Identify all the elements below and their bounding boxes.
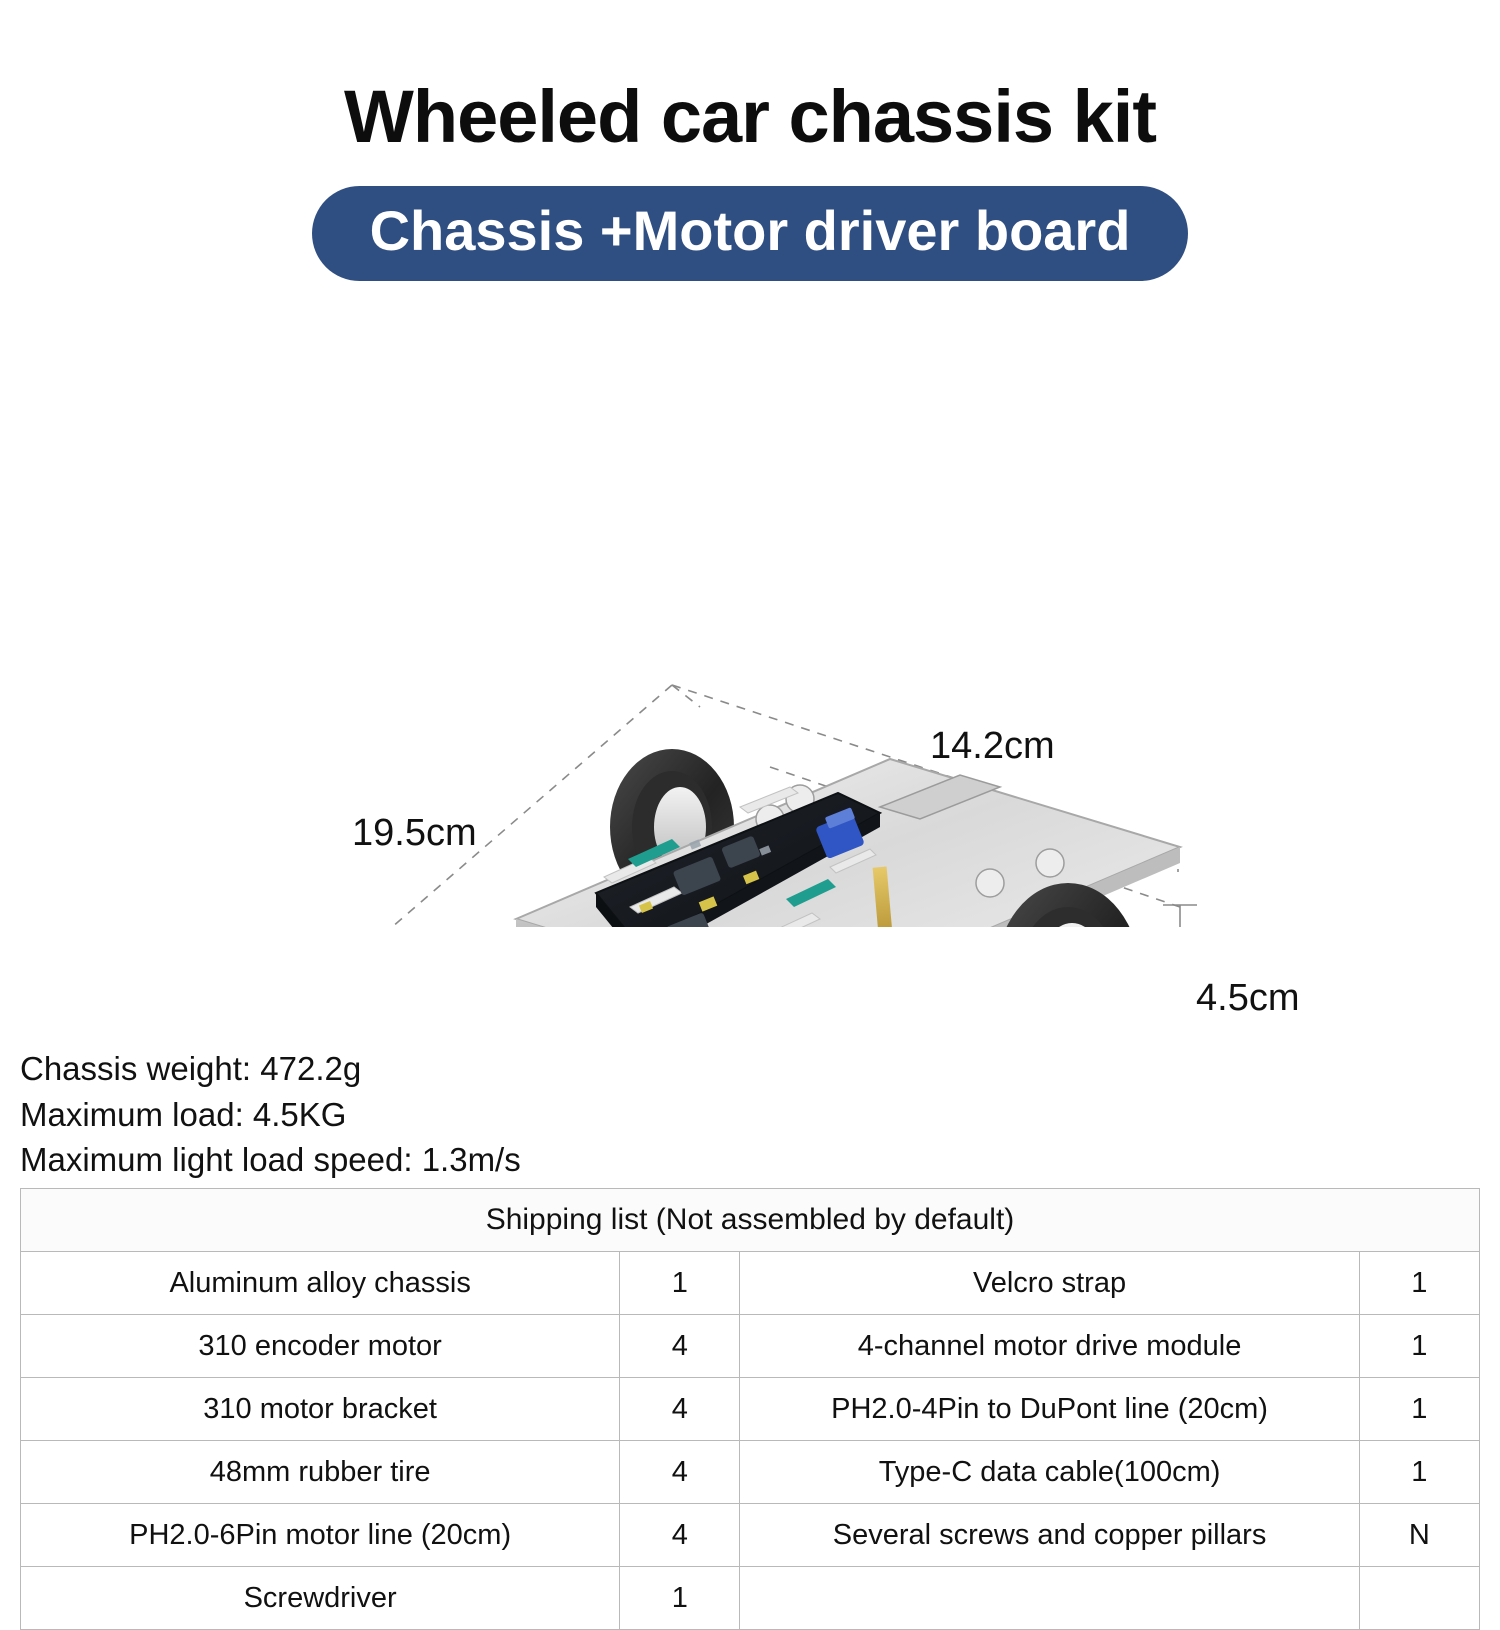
item-qty: 1 (1359, 1315, 1479, 1378)
subtitle-badge: Chassis +Motor driver board (312, 186, 1189, 282)
table-row (21, 1252, 1480, 1315)
table-row (21, 1441, 1480, 1504)
item-name (740, 1567, 1359, 1630)
item-name: Screwdriver (21, 1567, 620, 1630)
item-qty: 4 (620, 1441, 740, 1504)
table-row (21, 1315, 1480, 1378)
item-name: 48mm rubber tire (21, 1441, 620, 1504)
table-row (21, 1378, 1480, 1441)
item-qty: 4 (620, 1378, 740, 1441)
item-qty: 1 (620, 1252, 740, 1315)
item-name: 4-channel motor drive module (740, 1315, 1359, 1378)
item-qty: 1 (1359, 1252, 1479, 1315)
item-qty: N (1359, 1504, 1479, 1567)
shipping-list-header: Shipping list (Not assembled by default) (21, 1189, 1480, 1252)
item-name: PH2.0-4Pin to DuPont line (20cm) (740, 1378, 1359, 1441)
item-name: 310 motor bracket (21, 1378, 620, 1441)
item-qty (1359, 1567, 1479, 1630)
item-name: Several screws and copper pillars (740, 1504, 1359, 1567)
item-qty: 1 (620, 1567, 740, 1630)
spec-max-load: Maximum load: 4.5KG (20, 1095, 347, 1133)
table-row (21, 1567, 1480, 1630)
spec-list (20, 1046, 521, 1183)
item-qty: 4 (620, 1504, 740, 1567)
item-qty: 1 (1359, 1441, 1479, 1504)
dimension-length-label: 19.5cm (352, 812, 477, 855)
item-name: PH2.0-6Pin motor line (20cm) (21, 1504, 620, 1567)
table-row (21, 1504, 1480, 1567)
item-name: Aluminum alloy chassis (21, 1252, 620, 1315)
item-qty: 4 (620, 1315, 740, 1378)
item-name: Type-C data cable(100cm) (740, 1441, 1359, 1504)
item-name: 310 encoder motor (21, 1315, 620, 1378)
shipping-list-table (20, 1188, 1480, 1630)
dimension-width-label: 14.2cm (930, 725, 1055, 768)
product-illustration (0, 307, 1500, 1020)
table-header-row (21, 1189, 1480, 1252)
item-qty: 1 (1359, 1378, 1479, 1441)
chassis-render (0, 307, 1500, 927)
spec-weight: Chassis weight: 472.2g (20, 1050, 362, 1087)
page-title: Wheeled car chassis kit (344, 75, 1156, 158)
dimension-height-label: 4.5cm (1196, 977, 1300, 1020)
subtitle-container (0, 186, 1500, 282)
spec-max-speed: Maximum light load speed: 1.3m/s (20, 1141, 521, 1179)
item-name: Velcro strap (740, 1252, 1359, 1315)
